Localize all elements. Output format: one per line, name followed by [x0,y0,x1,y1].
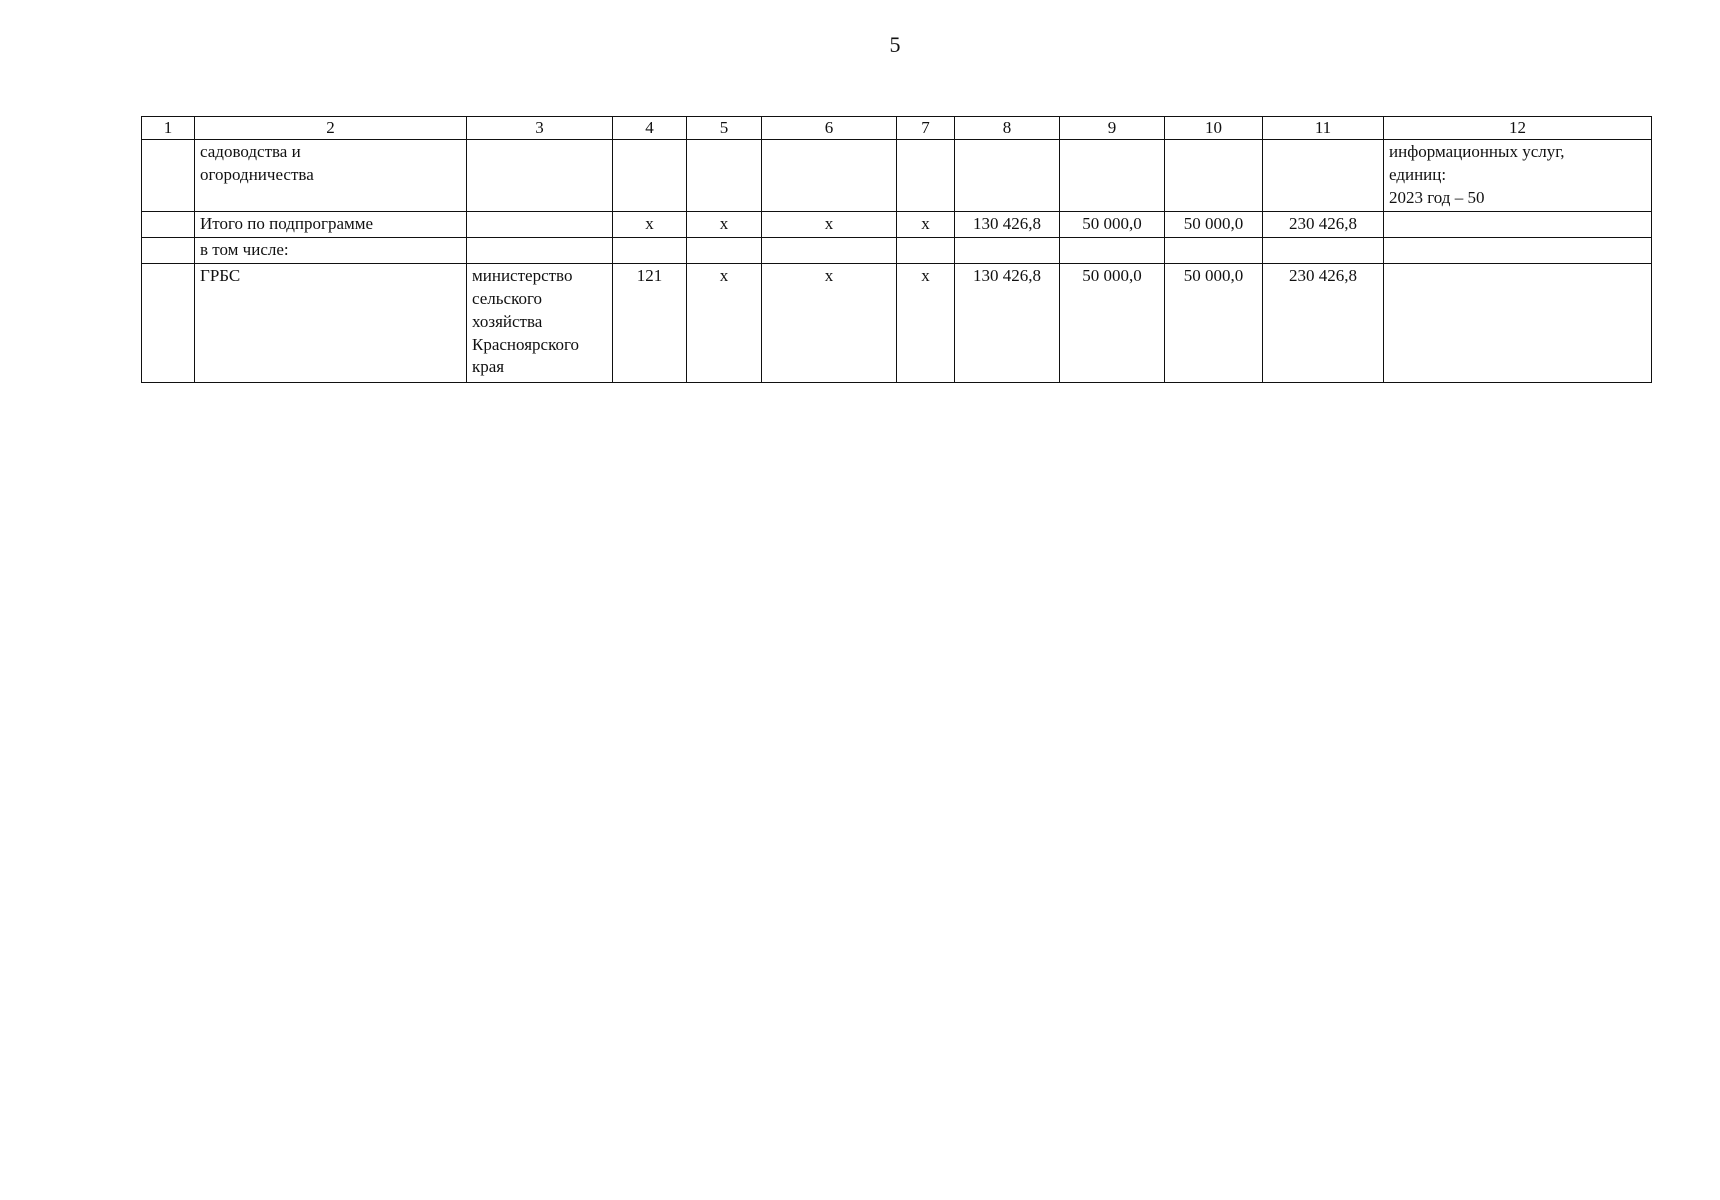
table-cell: х [897,211,955,237]
table-cell [1060,140,1165,212]
table-cell [955,237,1060,263]
table-cell: 130 426,8 [955,211,1060,237]
column-header: 5 [687,117,762,140]
table-cell [467,237,613,263]
column-header: 1 [142,117,195,140]
table-row [142,140,1652,212]
table-cell [762,237,897,263]
table-cell [467,140,613,212]
table-cell [613,140,687,212]
table-cell [142,211,195,237]
table-cell: х [897,263,955,382]
table-cell: 121 [613,263,687,382]
table-cell [1384,237,1652,263]
table-cell [142,140,195,212]
table-cell: 50 000,0 [1165,263,1263,382]
table-row [142,263,1652,382]
table-cell: 50 000,0 [1060,263,1165,382]
table-cell [1384,263,1652,382]
table-cell: х [687,211,762,237]
table-cell [1165,237,1263,263]
table-cell: ГРБС [195,263,467,382]
table-cell [762,140,897,212]
table-cell [687,237,762,263]
table-cell: 130 426,8 [955,263,1060,382]
table-cell: х [762,263,897,382]
table-row [142,211,1652,237]
table-cell [897,140,955,212]
table-row [142,237,1652,263]
table-cell: в том числе: [195,237,467,263]
table-cell [142,263,195,382]
table-cell [1263,140,1384,212]
table-cell: министерство сельского хозяйства Красноярского края [467,263,613,382]
table-cell: 230 426,8 [1263,211,1384,237]
program-funding-table [141,116,1652,383]
column-header: 7 [897,117,955,140]
table-cell: х [687,263,762,382]
column-header: 4 [613,117,687,140]
table-cell: Итого по подпрограмме [195,211,467,237]
table-cell [687,140,762,212]
column-header: 12 [1384,117,1652,140]
column-header: 8 [955,117,1060,140]
table-cell [1165,140,1263,212]
table-cell: садоводства и огородничества [195,140,467,212]
page-number: 5 [889,32,901,57]
table-cell: х [613,211,687,237]
table-header-row [142,117,1652,140]
column-header: 3 [467,117,613,140]
table-cell [142,237,195,263]
table-cell [897,237,955,263]
table-cell: 230 426,8 [1263,263,1384,382]
table-cell [1384,211,1652,237]
table-cell: х [762,211,897,237]
table-cell [1060,237,1165,263]
table-cell: 50 000,0 [1165,211,1263,237]
table-cell [613,237,687,263]
table-cell: информационных услуг, единиц: 2023 год – 50 [1384,140,1652,212]
table-cell [1263,237,1384,263]
table-cell [955,140,1060,212]
table-cell: 50 000,0 [1060,211,1165,237]
column-header: 2 [195,117,467,140]
column-header: 10 [1165,117,1263,140]
table-cell [467,211,613,237]
column-header: 9 [1060,117,1165,140]
column-header: 6 [762,117,897,140]
column-header: 11 [1263,117,1384,140]
